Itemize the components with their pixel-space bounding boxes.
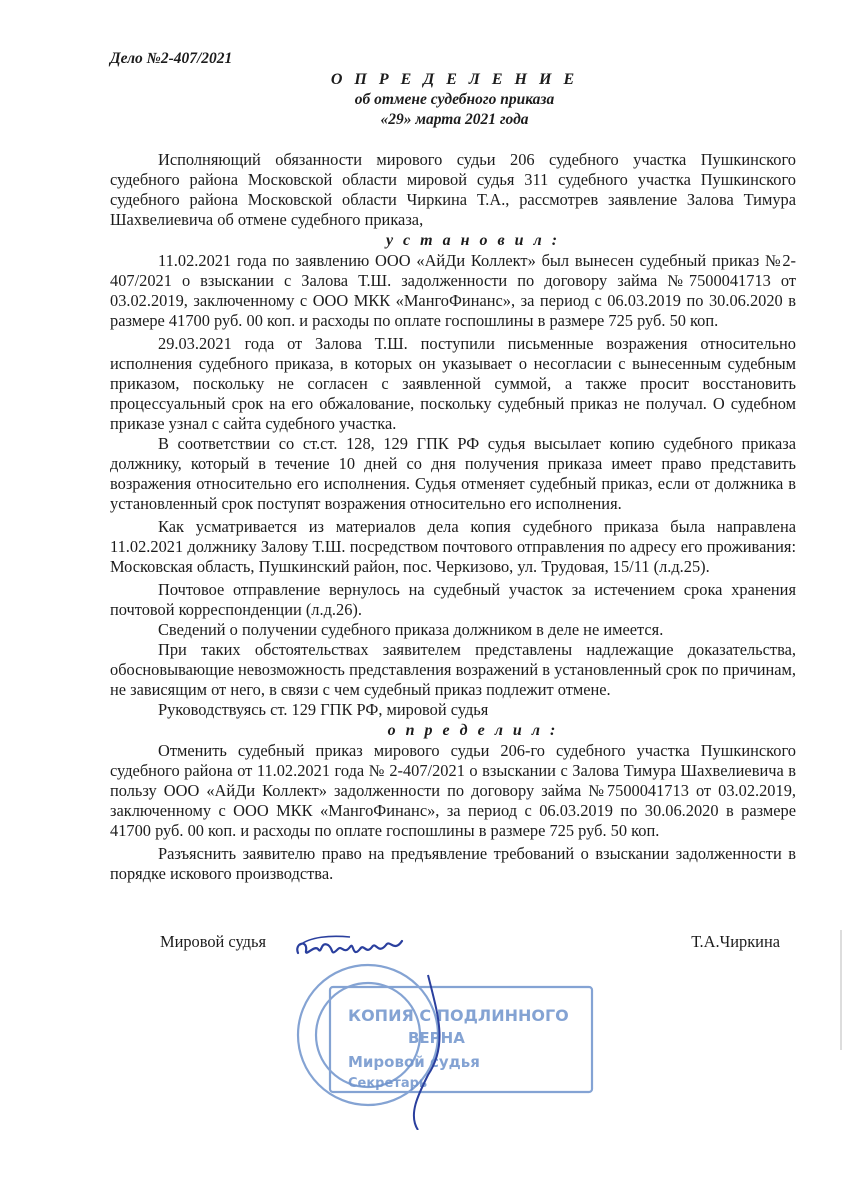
established-paragraph-7: При таких обстоятельствах заявителем представлены надлежащие доказательства, обосновывающие невозможность представления возражений в установленный срок по причинам, не зависящим от него, в связи с чем судебный приказ подлежит отмене. <box>110 640 796 699</box>
judge-role: Мировой судья <box>160 932 267 951</box>
document-title <box>0 70 849 130</box>
stamp-text-1: КОПИЯ С ПОДЛИННОГО <box>348 1006 569 1025</box>
intro-paragraph: Исполняющий обязанности мирового судьи 206 судебного участка Пушкинского судебного района Московской области мировой судья 311 судебного участка Пушкинского судебного района Московской области Чиркина Т.А., рассмотрев заявление Залова Тимура Шахвелиевича об отмене судебного приказа, <box>110 150 796 229</box>
ruled-paragraph-2: Разъяснить заявителю право на предъявление требований о взыскании задолженности в порядке искового производства. <box>110 844 796 883</box>
case-number: Дело №2-407/2021 <box>110 50 233 67</box>
heading-established: у с т а н о в и л : <box>385 232 561 249</box>
title-line-3: «29» марта 2021 года <box>380 111 529 128</box>
court-stamp <box>278 955 598 1130</box>
scan-edge-mark <box>840 930 844 1050</box>
stamp-text-4: Секретарь <box>348 1076 428 1091</box>
established-paragraph-6: Сведений о получении судебного приказа должником в деле не имеется. <box>158 620 664 639</box>
established-paragraph-2: 29.03.2021 года от Залова Т.Ш. поступили письменные возражения относительно исполнения судебного приказа, в которых он указывает о несогласии с вынесенным судебным приказом, поскольку не согласен с заявленной суммой, а также просит восстановить процессуальный срок на его обжалование, поскольку судебный приказ не получал. О судебном приказе узнал с сайта судебного участка. <box>110 334 796 433</box>
title-line-2: об отмене судебного приказа <box>354 91 555 108</box>
established-paragraph-4: Как усматривается из материалов дела копия судебного приказа была направлена 11.02.2021 должнику Залову Т.Ш. посредством почтового отправления по адресу его проживания: Московская область, Пушкинский район, пос. Черкизово, ул. Трудовая, 15/11 (л.д.25). <box>110 517 796 576</box>
established-paragraph-5: Почтовое отправление вернулось на судебный участок за истечением срока хранения почтовой корреспонденции (л.д.26). <box>110 580 796 619</box>
document-body <box>110 150 796 884</box>
judge-name: Т.А.Чиркина <box>691 932 780 951</box>
established-paragraph-3: В соответствии со ст.ст. 128, 129 ГПК РФ судья высылает копию судебного приказа должнику, который в течение 10 дней со дня получения приказа имеет право представить возражения относительно его исполнения. Судья отменяет судебный приказ, если от должника в установленный срок поступят возражения относительно его исполнения. <box>110 434 796 513</box>
stamp-text-3: Мировой судья <box>348 1053 480 1071</box>
signature-row <box>160 932 780 956</box>
established-paragraph-1: 11.02.2021 года по заявлению ООО «АйДи Коллект» был вынесен судебный приказ №2-407/2021 о взыскании с Залова Т.Ш. задолженности по договору займа №7500041713 от 03.02.2019, заключенному с ООО МКК «МангоФинанс», за период с 06.03.2019 по 30.06.2020 в размере 41700 руб. 00 коп. и расходы по оплате госпошлины в размере 725 руб. 50 коп. <box>110 251 796 330</box>
title-line-1: О П Р Е Д Е Л Е Н И Е <box>330 71 579 88</box>
heading-ruled: о п р е д е л и л : <box>387 722 559 739</box>
established-paragraph-8: Руководствуясь ст. 129 ГПК РФ, мировой судья <box>158 700 489 719</box>
ruled-paragraph-1: Отменить судебный приказ мирового судьи 206-го судебного участка Пушкинского судебного района от 11.02.2021 года № 2-407/2021 о взыскании с Залова Тимура Шахвелиевича в пользу ООО «АйДи Коллект» задолженности по договору займа №7500041713 от 03.02.2019, заключенному с ООО МКК «МангоФинанс», за период с 06.03.2019 по 30.06.2020 в размере 41700 руб. 00 коп. и расходы по оплате госпошлины в размере 725 руб. 50 коп. <box>110 741 796 840</box>
stamp-text-2: ВЕРНА <box>408 1029 465 1047</box>
